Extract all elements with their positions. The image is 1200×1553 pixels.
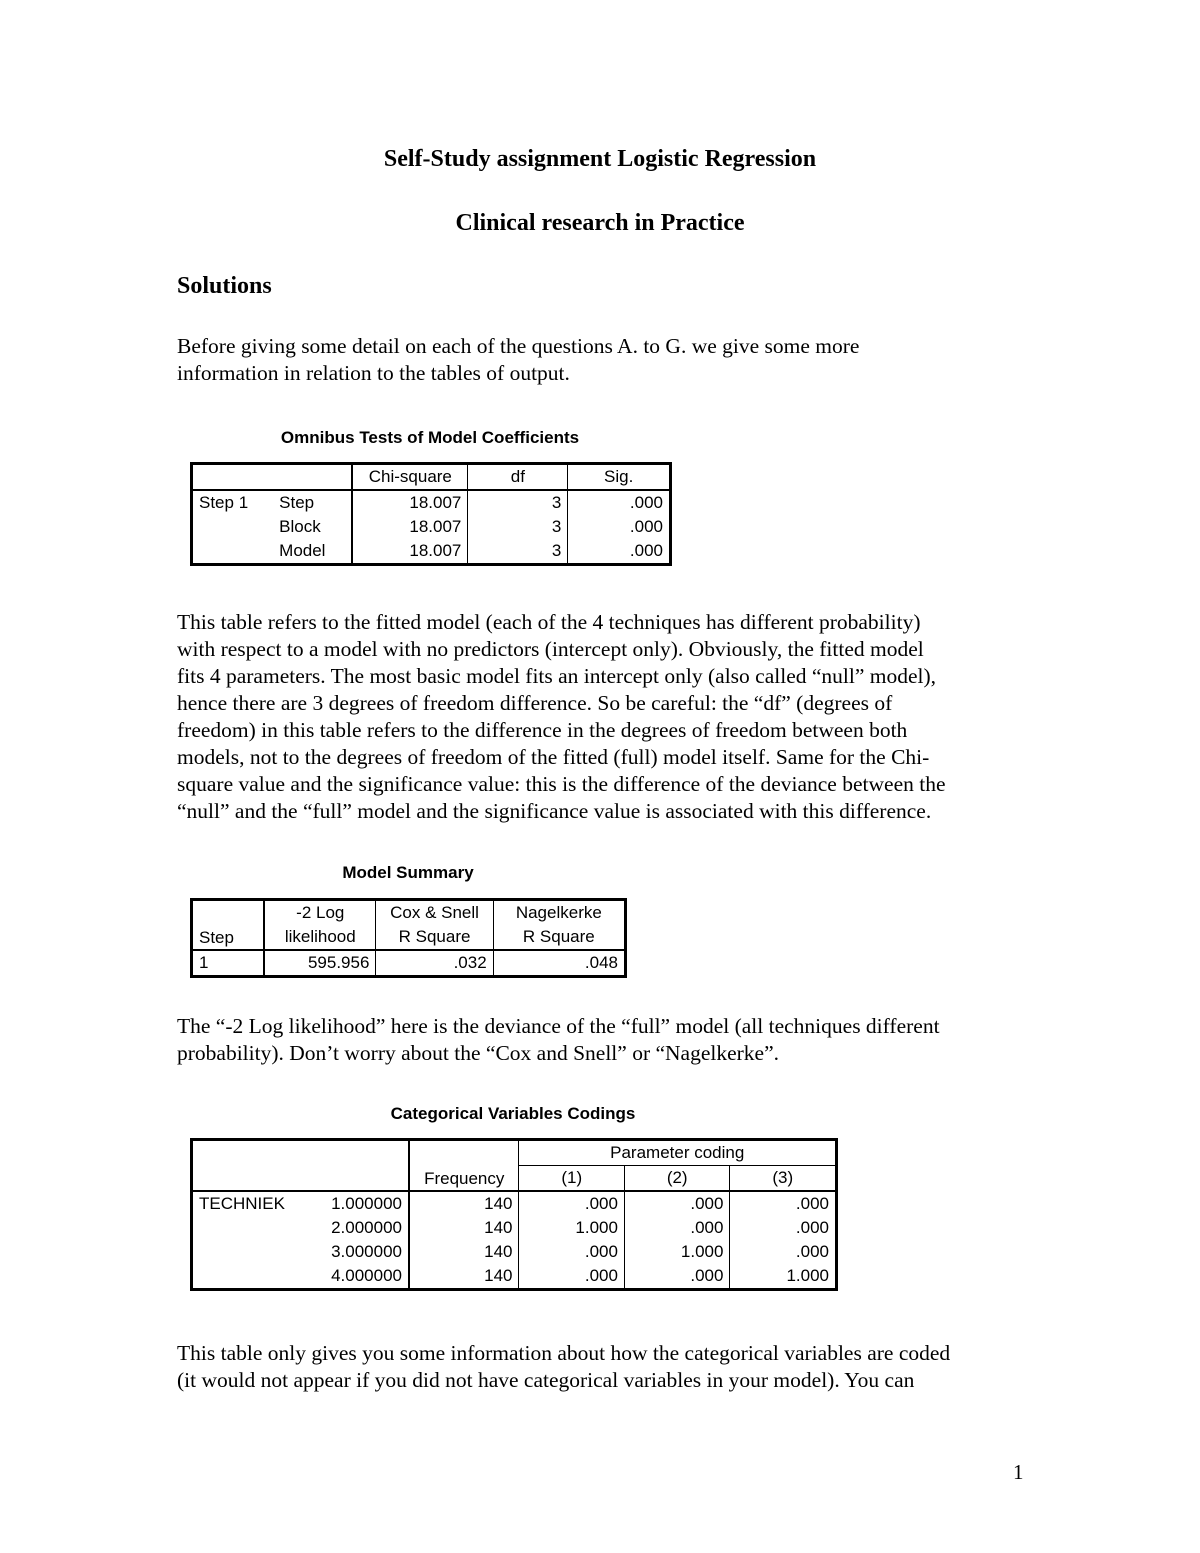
codings-table-caption: Categorical Variables Codings	[390, 1104, 636, 1123]
table-header-row	[192, 900, 626, 926]
page-number: 1	[1013, 1460, 1024, 1484]
table-cell: .032	[376, 950, 493, 977]
table-row	[192, 539, 671, 565]
table-row	[192, 490, 671, 515]
column-header: Cox & Snell	[376, 900, 493, 926]
table-cell: .000	[519, 1264, 624, 1290]
column-header: Chi-square	[352, 464, 468, 491]
categorical-codings-table	[190, 1138, 838, 1291]
column-header: df	[468, 464, 568, 491]
table-cell: 18.007	[352, 539, 468, 565]
table-header-row	[192, 464, 671, 491]
table-cell: .000	[730, 1240, 837, 1264]
table-cell: 595.956	[264, 950, 376, 977]
text-line: freedom) in this table refers to the difference in the degrees of freedom between both	[177, 718, 908, 742]
table-cell: 140	[409, 1191, 519, 1216]
text-line: Before giving some detail on each of the questions A. to G. we give some more	[177, 334, 860, 358]
row-label: 3.000000	[331, 1242, 402, 1261]
table-cell: .048	[493, 950, 625, 977]
table-row	[192, 515, 671, 539]
text-line: This table only gives you some information about how the categorical variables are coded	[177, 1341, 951, 1365]
column-header: (2)	[624, 1166, 729, 1192]
table-cell: 3	[468, 539, 568, 565]
model-summary-table	[190, 898, 627, 978]
omnibus-explanation	[177, 609, 1037, 825]
document-subtitle: Clinical research in Practice	[455, 210, 745, 236]
table-cell: .000	[730, 1216, 837, 1240]
table-row	[192, 1191, 837, 1216]
summary-table-caption: Model Summary	[342, 863, 474, 882]
table-cell: 1.000	[730, 1264, 837, 1290]
summary-explanation	[177, 1013, 1037, 1067]
column-header: Step	[192, 900, 265, 951]
column-header: Nagelkerke	[493, 900, 625, 926]
row-label: 1.000000	[331, 1194, 402, 1213]
text-line: “null” and the “full” model and the significance value is associated with this difference.	[177, 799, 932, 823]
column-header: Frequency	[409, 1140, 519, 1192]
column-header: R Square	[493, 925, 625, 950]
row-group-label: TECHNIEK	[199, 1194, 285, 1213]
column-header: likelihood	[264, 925, 376, 950]
table-cell: 140	[409, 1240, 519, 1264]
row-group-label: Step 1	[199, 493, 249, 512]
text-line: square value and the significance value: this is the difference of the deviance between the	[177, 772, 946, 796]
column-header: R Square	[376, 925, 493, 950]
table-cell: 140	[409, 1264, 519, 1290]
table-cell: .000	[519, 1191, 624, 1216]
row-label: Step	[279, 493, 315, 512]
row-label: 2.000000	[331, 1218, 402, 1237]
column-header: (1)	[519, 1166, 624, 1192]
text-line: hence there are 3 degrees of freedom difference. So be careful: the “df” (degrees of	[177, 691, 893, 715]
omnibus-table-caption: Omnibus Tests of Model Coefficients	[280, 428, 580, 447]
row-label: 1	[199, 953, 209, 972]
intro-paragraph	[177, 333, 1037, 387]
table-cell: .000	[519, 1240, 624, 1264]
table-cell: .000	[624, 1264, 729, 1290]
text-line: fits 4 parameters. The most basic model fits an intercept only (also called “null” model),	[177, 664, 937, 688]
text-line: models, not to the degrees of freedom of the fitted (full) model itself. Same for the Chi-	[177, 745, 930, 769]
table-cell: 1.000	[519, 1216, 624, 1240]
row-label: Model	[279, 541, 326, 560]
text-line: This table refers to the fitted model (each of the 4 techniques has different probability)	[177, 610, 921, 634]
table-cell: 18.007	[352, 515, 468, 539]
text-line: information in relation to the tables of output.	[177, 361, 570, 385]
table-row	[192, 1264, 837, 1290]
table-cell: 3	[468, 515, 568, 539]
table-row	[192, 950, 626, 977]
column-group-header: Parameter coding	[519, 1140, 837, 1166]
table-cell: .000	[568, 539, 671, 565]
text-line: (it would not appear if you did not have categorical variables in your model). You can	[177, 1368, 915, 1392]
text-line: The “-2 Log likelihood” here is the deviance of the “full” model (all techniques different	[177, 1014, 940, 1038]
row-label: Block	[279, 517, 321, 536]
row-label: 4.000000	[331, 1266, 402, 1285]
table-cell: .000	[568, 490, 671, 515]
table-cell: .000	[624, 1216, 729, 1240]
table-cell: 18.007	[352, 490, 468, 515]
table-cell: 140	[409, 1216, 519, 1240]
text-line: with respect to a model with no predictors (intercept only). Obviously, the fitted model	[177, 637, 924, 661]
omnibus-table	[190, 462, 672, 566]
table-cell: .000	[568, 515, 671, 539]
column-header: -2 Log	[264, 900, 376, 926]
column-header: Sig.	[568, 464, 671, 491]
table-row	[192, 1216, 837, 1240]
document-title: Self-Study assignment Logistic Regression	[383, 146, 817, 172]
table-cell: 3	[468, 490, 568, 515]
section-heading: Solutions	[177, 273, 272, 299]
table-row	[192, 1240, 837, 1264]
table-header-row	[192, 1140, 837, 1166]
table-cell: .000	[730, 1191, 837, 1216]
codings-explanation	[177, 1340, 1037, 1394]
text-line: probability). Don’t worry about the “Cox and Snell” or “Nagelkerke”.	[177, 1041, 780, 1065]
table-cell: .000	[624, 1191, 729, 1216]
table-cell: 1.000	[624, 1240, 729, 1264]
column-header: (3)	[730, 1166, 837, 1192]
